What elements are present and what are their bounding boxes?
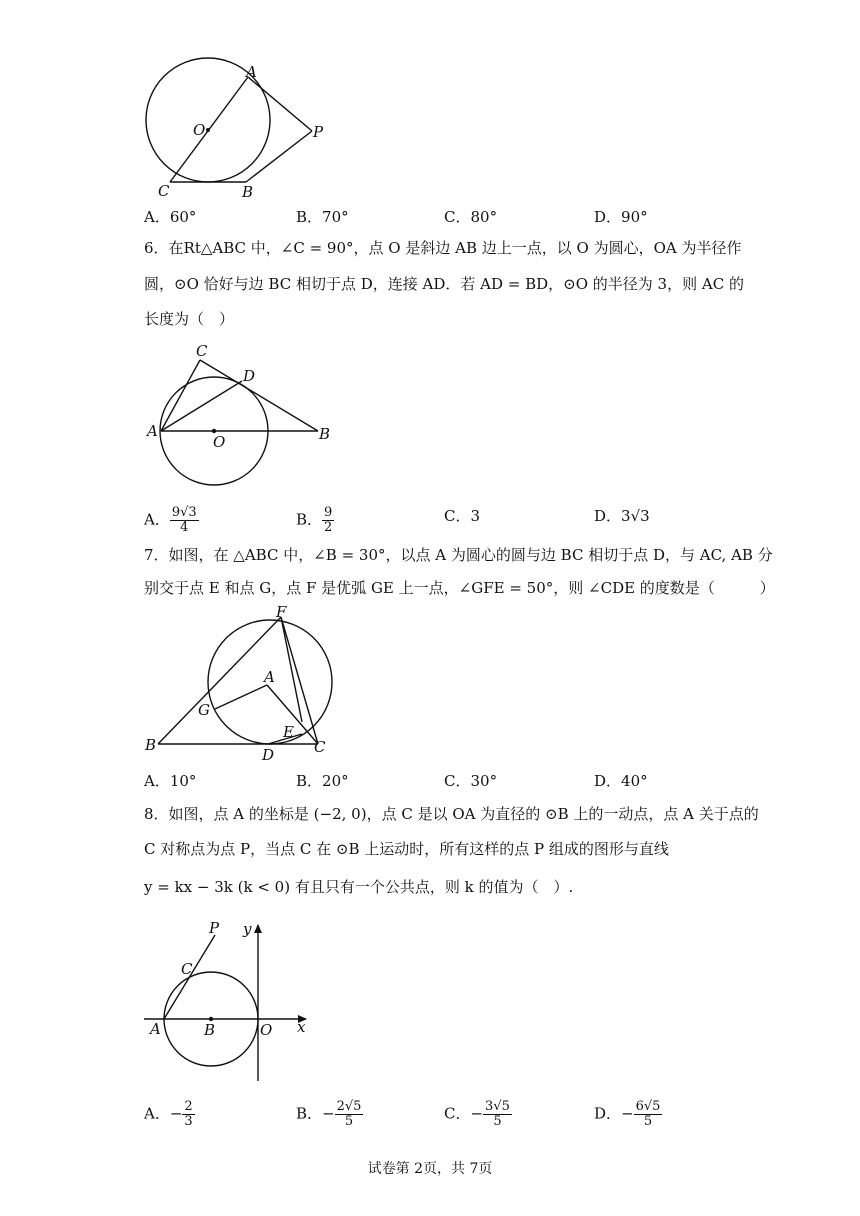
- q8-label-o: O: [260, 1021, 273, 1039]
- q7-label-f: F: [276, 603, 287, 621]
- q7-label-c: C: [314, 738, 326, 756]
- q7-label-b: B: [145, 736, 157, 754]
- q6-text-line-3: 长度为（ ）: [144, 310, 235, 328]
- q5-label-p: P: [313, 123, 324, 141]
- q5-option-c: C．80°: [444, 208, 498, 226]
- q6-option-a-prefix: A．: [144, 510, 170, 529]
- q8-option-c-denominator: 5: [493, 1114, 502, 1129]
- q5-option-b: B．70°: [296, 208, 349, 226]
- q8-option-a-fraction: [182, 1100, 194, 1129]
- q7-label-a: A: [264, 668, 275, 686]
- q8-option-d-prefix: D．−: [594, 1104, 634, 1123]
- q8-option-a-numerator: 2: [184, 1099, 193, 1114]
- q8-text-line-1: 8．如图，点 A 的坐标是 (−2, 0)，点 C 是以 OA 为直径的 ⊙B 上的一动点，点 A 关于点的: [144, 805, 759, 823]
- q6-option-c: C．3: [444, 507, 481, 525]
- q8-option-b-numerator: 2√5: [336, 1099, 362, 1114]
- q8-option-b-prefix: B．−: [296, 1104, 335, 1123]
- q7-label-d: D: [262, 746, 275, 764]
- q6-option-a: [144, 506, 199, 535]
- q6-option-a-fraction: [170, 506, 199, 535]
- q6-option-a-numerator: 9√3: [171, 505, 197, 520]
- q8-option-b-fraction: [335, 1100, 364, 1129]
- q6-option-b-denominator: 2: [324, 520, 333, 535]
- q6-label-c: C: [196, 342, 208, 360]
- q8-label-y: y: [243, 920, 252, 938]
- q7-text-line-1: 7．如图，在 △ABC 中，∠B = 30°，以点 A 为圆心的圆与边 BC 相切于点 D，与 AC, AB 分: [144, 546, 773, 564]
- q8-label-x: x: [297, 1018, 306, 1036]
- q8-option-b-denominator: 5: [344, 1114, 354, 1129]
- q5-figure: [135, 55, 335, 205]
- q6-option-b-fraction: [322, 506, 334, 535]
- q6-option-b-prefix: B．: [296, 510, 323, 529]
- q5-label-o: O: [193, 121, 206, 139]
- q5-option-d: D．90°: [594, 208, 648, 226]
- q6-text-line-1: 6．在Rt△ABC 中，∠C = 90°，点 O 是斜边 AB 边上一点，以 O 为圆心，OA 为半径作: [144, 239, 742, 257]
- q7-figure: [140, 600, 340, 770]
- q7-option-a: A．10°: [144, 772, 197, 790]
- q8-option-d-numerator: 6√5: [635, 1099, 661, 1114]
- q7-label-g: G: [198, 701, 210, 719]
- q8-option-b: [296, 1100, 363, 1129]
- q6-label-d: D: [243, 367, 256, 385]
- q5-label-c: C: [158, 182, 170, 200]
- q8-label-a: A: [150, 1020, 161, 1038]
- q7-option-b: B．20°: [296, 772, 349, 790]
- q6-label-b: B: [319, 425, 331, 443]
- q7-option-d: D．40°: [594, 772, 648, 790]
- q8-option-c-fraction: [483, 1100, 512, 1129]
- q6-option-d: D．3√3: [594, 507, 650, 525]
- q6-option-b: [296, 506, 334, 535]
- q8-option-a-prefix: A．−: [144, 1104, 183, 1123]
- q8-text-line-3: y = kx − 3k (k < 0) 有且只有一个公共点，则 k 的值为（ ）.: [144, 878, 574, 896]
- q5-option-a: A．60°: [144, 208, 197, 226]
- q8-label-p: P: [209, 919, 220, 937]
- q8-option-a-denominator: 3: [184, 1114, 193, 1129]
- q7-option-c: C．30°: [444, 772, 498, 790]
- q8-figure: [140, 915, 320, 1085]
- q8-option-a: [144, 1100, 195, 1129]
- q8-label-c: C: [181, 960, 193, 978]
- q8-option-c-numerator: 3√5: [485, 1099, 510, 1114]
- q8-option-c: [444, 1100, 512, 1129]
- q8-option-d: [594, 1100, 662, 1129]
- q6-option-b-numerator: 9: [324, 505, 333, 520]
- q8-option-c-prefix: C．−: [444, 1104, 484, 1123]
- q6-label-o: O: [213, 433, 226, 451]
- q8-text-line-2: C 对称点为点 P，当点 C 在 ⊙B 上运动时，所有这样的点 P 组成的图形与直线: [144, 840, 669, 858]
- q5-label-b: B: [242, 183, 254, 201]
- q6-figure: [140, 335, 340, 495]
- q8-option-d-fraction: [634, 1100, 663, 1129]
- page-footer: 试卷第 2页，共 7页: [367, 1161, 493, 1177]
- q6-label-a: A: [147, 422, 158, 440]
- q5-label-a: A: [246, 63, 257, 81]
- q7-label-e: E: [283, 723, 294, 741]
- q6-option-a-denominator: 4: [180, 520, 189, 535]
- q8-option-d-denominator: 5: [643, 1114, 653, 1129]
- q7-text-line-2: 别交于点 E 和点 G，点 F 是优弧 GE 上一点，∠GFE = 50°，则 ∠CDE 的度数是（ ）: [144, 579, 775, 597]
- q6-text-line-2: 圆，⊙O 恰好与边 BC 相切于点 D，连接 AD．若 AD = BD，⊙O 的半径为 3，则 AC 的: [144, 275, 744, 293]
- q8-label-b: B: [204, 1021, 216, 1039]
